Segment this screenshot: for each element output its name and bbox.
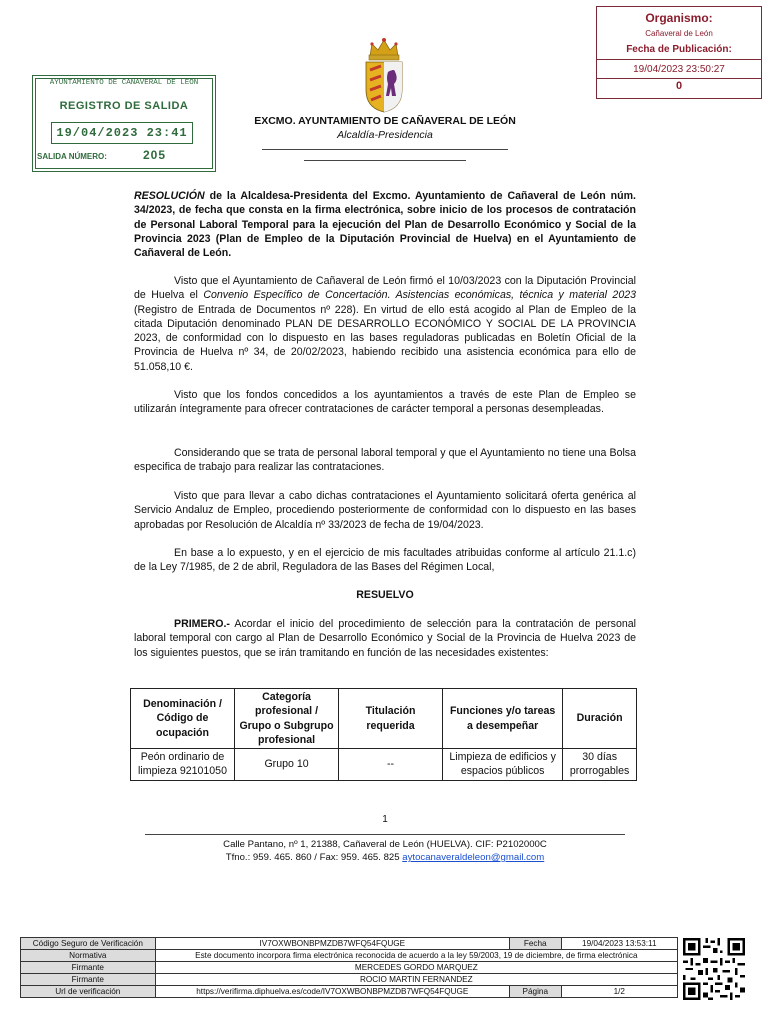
resolucion-lead: RESOLUCIÓN [134,190,205,202]
firmante-label: Firmante [21,962,156,974]
column-header: Funciones y/o tareas a desempeñar [443,689,563,749]
header-divider [304,160,466,161]
table-row [131,749,637,781]
footer-divider [145,834,625,835]
resuelvo-heading: RESUELVO [356,589,414,601]
table-cell: -- [339,749,443,781]
stamp-title: REGISTRO DE SALIDA [59,100,189,112]
paragraph-convenio [134,274,636,374]
header-subtitle: Alcaldía-Presidencia [337,129,433,141]
paragraph-primero [134,617,636,660]
organismo-title: Organismo: [645,11,713,25]
organismo-divider [597,78,761,79]
column-header: Categoría profesional / Grupo o Subgrupo profesional [235,689,339,749]
table-row [21,974,678,986]
qr-code-icon [683,938,745,1000]
table-cell: 30 días prorrogables [563,749,637,781]
table-header-row [131,689,637,749]
table-row [21,950,678,962]
coat-of-arms-icon [362,36,406,114]
paragraph-expuesto: En base a lo expuesto, y en el ejercicio de mis facultades atribuidas conforme al artículo 21.1.c) de la Ley 7/1985, de 2 de abril, Reguladora de las Bases del Régimen Local, [134,547,636,574]
verification-table [20,937,678,998]
organismo-box [596,6,762,99]
url-value[interactable]: https://verifirma.diphuelva.es/code/IV7OXWBONBPMZDB7WFQ54FQUGE [155,986,509,998]
footer-address: Calle Pantano, nº 1, 21388, Cañaveral de León (HUELVA). CIF: P2102000C [223,839,547,850]
header-title: EXCMO. AYUNTAMIENTO DE CAÑAVERAL DE LEÓN [254,115,516,127]
normativa-label: Normativa [21,950,156,962]
table-row [21,938,678,950]
organismo-name: Cañaveral de León [645,29,713,38]
csv-label: Código Seguro de Verificación [21,938,156,950]
fecha-value: 19/04/2023 13:53:11 [561,938,677,950]
fecha-label: Fecha [509,938,561,950]
paragraph-considerando: Considerando que se trata de personal laboral temporal y que el Ayuntamiento no tiene una Bolsa especifica de trabajo para realizar las contrataciones. [134,447,636,474]
organismo-divider [597,59,761,60]
paragraph-text: Visto que el Ayuntamiento de Cañaveral de León firmó el 10/03/2023 con la Diputación Provincial de Huelva el [134,275,636,302]
table-cell: Grupo 10 [235,749,339,781]
column-header: Duración [563,689,637,749]
table-cell: Limpieza de edificios y espacios públicos [443,749,563,781]
page-number: 1 [382,814,388,825]
primero-lead: PRIMERO.- [174,618,230,630]
publication-date-label: Fecha de Publicación: [626,44,732,55]
column-header: Titulación requerida [339,689,443,749]
pagina-label: Página [509,986,561,998]
organismo-number: 0 [675,80,683,92]
header-divider [262,149,508,150]
pagina-value: 1/2 [561,986,677,998]
firmante-value: ROCIO MARTIN FERNANDEZ [155,974,677,986]
column-header: Denominación / Código de ocupación [131,689,235,749]
stamp-number-label: SALIDA NÚMERO: [37,152,107,161]
paragraph-text: (Registro de Entrada de Documentos nº 228). En virtud de ello está acogido al Plan de Empleo de la citada Diputación denominado PLAN DE DESARROLLO ECONÓMICO Y SOCIAL DE LA PROVINCIA 2023, de conformidad con lo dispuesto en las bases reguladoras publicadas en Boletín Oficial de la Provincia de Huelva nº 34, de 20/02/2023, habiendo recibido una asistencia económica para ello de 51.058,10 €. [134,303,636,373]
publication-date: 19/04/2023 23:50:27 [633,64,725,75]
footer-email-link[interactable]: aytocanaveraldeleon@gmail.com [402,852,545,863]
table-row [21,986,678,998]
convenio-title: Convenio Específico de Concertación. Asistencias económicas, técnica y material 2023 [203,289,636,302]
paragraph-contrataciones: Visto que para llevar a cabo dichas contrataciones el Ayuntamiento solicitará oferta genérica al Servicio Andaluz de Empleo, procediendo posteriormente de conformidad con lo dispuesto en las bases aprobadas por Resolución de Alcaldía nº 33/2023 de fecha de 19/04/2023. [134,490,636,531]
table-cell: Peón ordinario de limpieza 92101050 [131,749,235,781]
stamp-organization: AYUNTAMIENTO DE CAÑAVERAL DE LEON [49,79,199,87]
table-row [21,962,678,974]
stamp-datetime: 19/04/2023 23:41 [51,122,193,144]
csv-code: IV7OXWBONBPMZDB7WFQ54FQUGE [155,938,509,950]
firmante-label: Firmante [21,974,156,986]
footer-phone: Tfno.: 959. 465. 860 / Fax: 959. 465. 825 [225,852,403,863]
firmante-value: MERCEDES GORDO MARQUEZ [155,962,677,974]
normativa-value: Este documento incorpora firma electrónica reconocida de acuerdo a la ley 59/2003, 19 de diciembre, de firma electrónica [155,950,677,962]
stamp-number: 205 [143,148,167,162]
footer-contact [134,852,636,863]
resolucion-paragraph [134,189,636,260]
jobs-table [130,688,637,781]
paragraph-fondos: Visto que los fondos concedidos a los ayuntamientos a través de este Plan de Empleo se utilizarán íntegramente para ofrecer contrataciones de carácter temporal a personas desempleadas. [134,389,636,416]
url-label: Url de verificación [21,986,156,998]
resolucion-text: de la Alcaldesa-Presidenta del Excmo. Ayuntamiento de Cañaveral de León núm. 34/2023, de fecha que consta en la firma electrónica, sobre inicio de los procesos de contratación de Personal Laboral Temporal para la ejecución del Plan de Desarrollo Económico y Social de la Provincia 2023 (Plan de Empleo de la Diputación Provincial de Huelva) en el Ayuntamiento de Cañaveral de León. [134,190,636,260]
paragraph-text: Acordar el inicio del procedimiento de selección para la contratación de personal laboral temporal con cargo al Plan de Desarrollo Económico y Social de la Provincia de Huelva 2023 de los siguientes puestos, que se irán tramitando en función de las necesidades existentes: [134,618,636,659]
